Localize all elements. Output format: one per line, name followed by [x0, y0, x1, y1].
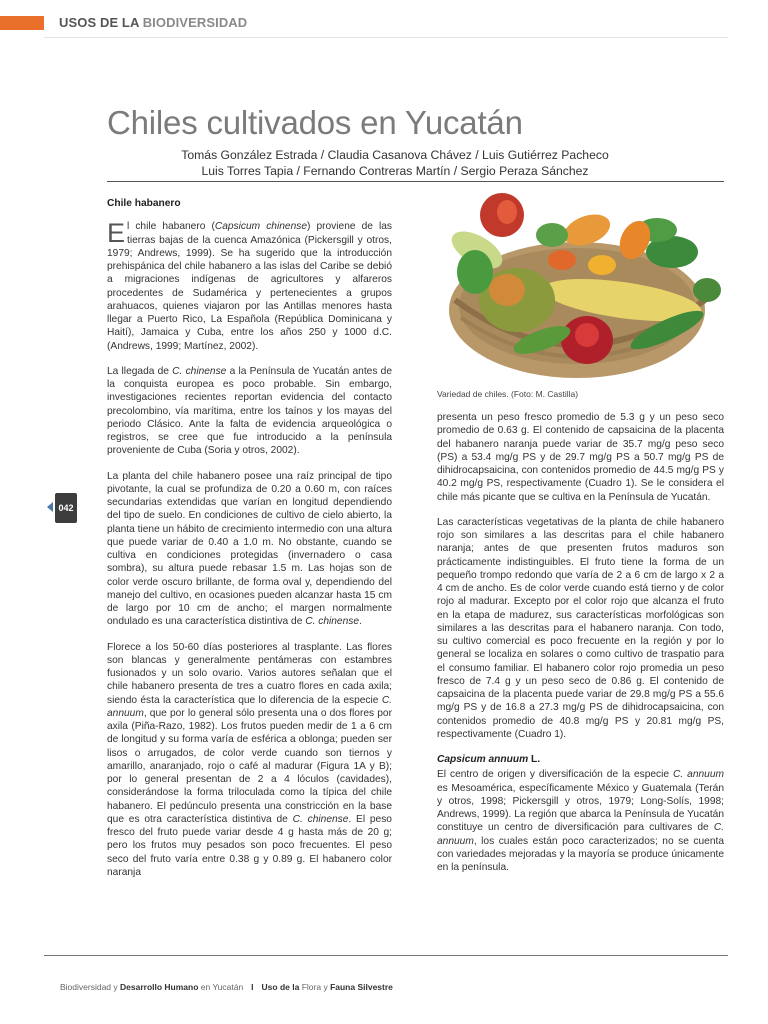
article-title: Chiles cultivados en Yucatán — [107, 104, 523, 142]
footer-text: Biodiversidad — [60, 982, 112, 992]
paragraph — [437, 768, 724, 874]
paragraph — [107, 470, 392, 629]
section-heading-part2: BIODIVERSIDAD — [138, 15, 248, 30]
text-column-left — [107, 197, 392, 891]
paragraph: presenta un peso fresco promedio de 5.3 g y un peso seco promedio de 0.63 g. El contenido de capsaicina de la placenta del habanero naranja puede variar de 35.7 mg/g peso seco (PS) a 53.4 mg/g PS y de 29.7 mg/g PS a 50.7 mg/g PS de dihidrocapsaicina, con contenidos promedio de 44.5 mg/g PS y 40.2 mg/g PS, respectivamente (Cuadro 1). Se le considera el chile más picante que se cultiva en la Península de Yucatán. — [437, 412, 724, 503]
footer-text: Fauna — [330, 982, 356, 992]
text-run: es Mesoamérica, específicamente México y Guatemala (Terán y otros, 1998; Pickersgill y otros, 1979; Long-Solís, 1998; Andrews, 1999). La región que abarca la Península de Yucatán constituye un centro de diversificación para cultivares de — [437, 782, 724, 834]
text-run: , que por lo general sólo presenta una o dos flores por axila (Piña-Razo, 1982). Los frutos pueden medir de 1 a 6 cm de longitud y su forma varía de esférica a oblonga; pueden ser lisos o arrugados, de color verde cuando son tiernos y amarillo, anaranjado, rojo o café al madurar (Figura 1A y B); por lo general presentan de 2 a 4 lóculos (cavidades), considerándose la forma triloculada como la típica del chile habanero. El pedúnculo presenta una constricción en la base que es otra característica distintiva de — [107, 707, 392, 825]
paragraph — [107, 365, 392, 458]
text-run: La llegada de — [107, 365, 173, 377]
drop-cap: E — [107, 218, 126, 249]
section-heading-part1: USOS DE LA — [59, 15, 139, 30]
footer-text: Silvestre — [355, 982, 393, 992]
section-heading — [59, 15, 247, 30]
subhead-chile-habanero: Chile habanero — [107, 198, 181, 209]
footer-text: Flora — [299, 982, 322, 992]
text-run: . El peso fresco del fruto puede variar desde 4 g hasta más de 20 g; pero los frutos muy pesados son poco frecuentes. El peso seco del fruto varía entre 0.38 g y 0.89 g. El habanero color naranja — [107, 813, 392, 878]
page-arrow-icon — [47, 502, 53, 512]
species-name: Capsicum chinense — [214, 221, 307, 233]
page-footer — [60, 982, 393, 992]
text-run: , los cuales están poco caracterizados; no se cuenta con variedades mejoradas y la mayoría se produce únicamente en la península. — [437, 835, 724, 873]
authors-line-1: Tomás González Estrada / Claudia Casanova Chávez / Luis Gutiérrez Pacheco — [181, 148, 609, 162]
text-run: El centro de origen y diversificación de la especie — [437, 769, 674, 781]
footer-separator: I — [251, 982, 254, 992]
species-name: C. chinense — [172, 365, 227, 377]
paragraph — [107, 220, 392, 353]
chili-basket-illustration — [437, 190, 724, 383]
footer-text: Uso de la — [261, 982, 300, 992]
footer-text: y — [321, 982, 331, 992]
footer-text: Desarrollo Humano — [120, 982, 199, 992]
species-name: C. annuum — [107, 694, 392, 719]
text-run: Florece a los 50-60 días posteriores al trasplante. Las flores son blancas y generalmente pentámeras con estambres fusionados y un solo ovario. Varios autores señalan que el chile habanero presenta de tres a cuatro flores en cada axila; siendo ésta la característica que lo diferencia de la especie — [107, 641, 392, 706]
text-run: l chile habanero ( — [127, 221, 215, 233]
species-name: Capsicum annuum — [437, 754, 529, 765]
page-number: 042 — [55, 493, 77, 523]
paragraph — [107, 641, 392, 880]
text-run: . — [359, 616, 362, 628]
species-name: C. chinense — [292, 813, 349, 825]
photo-caption: Variedad de chiles. (Foto: M. Castilla) — [437, 389, 579, 399]
footer-text: en Yucatán — [198, 982, 244, 992]
species-name: C. annuum — [673, 769, 724, 781]
subhead-capsicum-annuum — [437, 753, 724, 766]
text-run: La planta del chile habanero posee una raíz principal de tipo pivotante, la cual se profundiza de 0.20 a 0.60 m, con raíces secundarias extendidas que varían en longitud dependiendo del tipo de suelo. En condiciones de cultivo de cielo abierto, la planta tiene un hábito de crecimiento intermedio con una altura que puede variar de 0.40 a 1.0 m. No obstante, cuando se cultiva en condiciones protegidas (invernadero o casa sombra), su altura puede rebasar 1.5 m. Las hojas son de color verde oscuro brillante, de forma oval y, dependiendo del manejo del cultivo, en ocasiones pueden alcanzar hasta 15 cm de largo por 10 cm de ancho; el margen normalmente ondulado es una característica distintiva de — [107, 470, 392, 628]
text-run: a la Península de Yucatán antes de la conquista europea es poco probable. Sin embargo, investigaciones recientes reportan evidencia del contacto precolombino, vía marítima, entre los taínos y los mayas del periodo Clásico. Ante la falta de evidencia arqueológica o registros, se cree que fue introducido a la península proveniente de Cuba (Soria y otros, 2002). — [107, 365, 392, 457]
footer-text: y — [111, 982, 121, 992]
paragraph: Las características vegetativas de la planta de chile habanero rojo son similares a las descritas para el chile habanero naranja; antes de que presenten frutos maduros son prácticamente indistinguibles. El fruto tiene la forma de un pequeño trompo redondo que varía de 2 a 6 cm de largo x 2 a 4 cm de ancho. Es de color verde cuando está tierno y de color rojo al madurar. Excepto por el color rojo que alcanza el fruto en la etapa de madurez, sus características morfológicas son similares a las descritas para el habanero naranja. Con todo, su cultivo comercial es poco frecuente en la región y por lo general se localiza en solares o como cultivo de traspatio para el consumo familiar. El habanero color rojo promedia un peso fresco de 7.4 g y un peso seco de 0.86 g. El contenido de capsaicina de la placenta puede variar de 29.8 mg/g PS a 55.6 mg/g PS y de 16.8 a 27.3 mg/g PS de dihidrocapsaicina, con contenidos promedio de 40.8 mg/g PS y 20.81 mg/g PS, respectivamente (Cuadro 1). — [437, 516, 724, 740]
text-run: ) proviene de las tierras bajas de la cuenca Amazónica (Pickersgill y otros, 1979; Andrews, 1999). Se ha sugerido que la introducción prehispánica del chile habanero a las islas del Caribe se debió a migraciones indígenas de agricultores y alfareros procedentes de Sudamérica y pertenecientes a grupos arahuacos, quienes viajaron por las Antillas menores hasta llegar a Puerto Rico, La Española (República Dominicana y Haití), Jamaica y Cuba, entre los años 250 y 1000 d.C. (Andrews, 1999; Martínez, 2002). — [107, 221, 392, 352]
text-run: L. — [528, 754, 541, 765]
footer-rule — [44, 955, 728, 956]
species-name: C. chinense — [305, 616, 360, 628]
header-rule — [107, 181, 724, 182]
species-name: C. annuum — [437, 822, 724, 847]
authors-line-2: Luis Torres Tapia / Fernando Contreras Martín / Sergio Peraza Sánchez — [201, 164, 589, 178]
top-rule — [44, 37, 728, 38]
section-color-bar — [0, 16, 44, 30]
text-column-right — [437, 411, 724, 886]
chili-basket-photo — [437, 190, 724, 383]
